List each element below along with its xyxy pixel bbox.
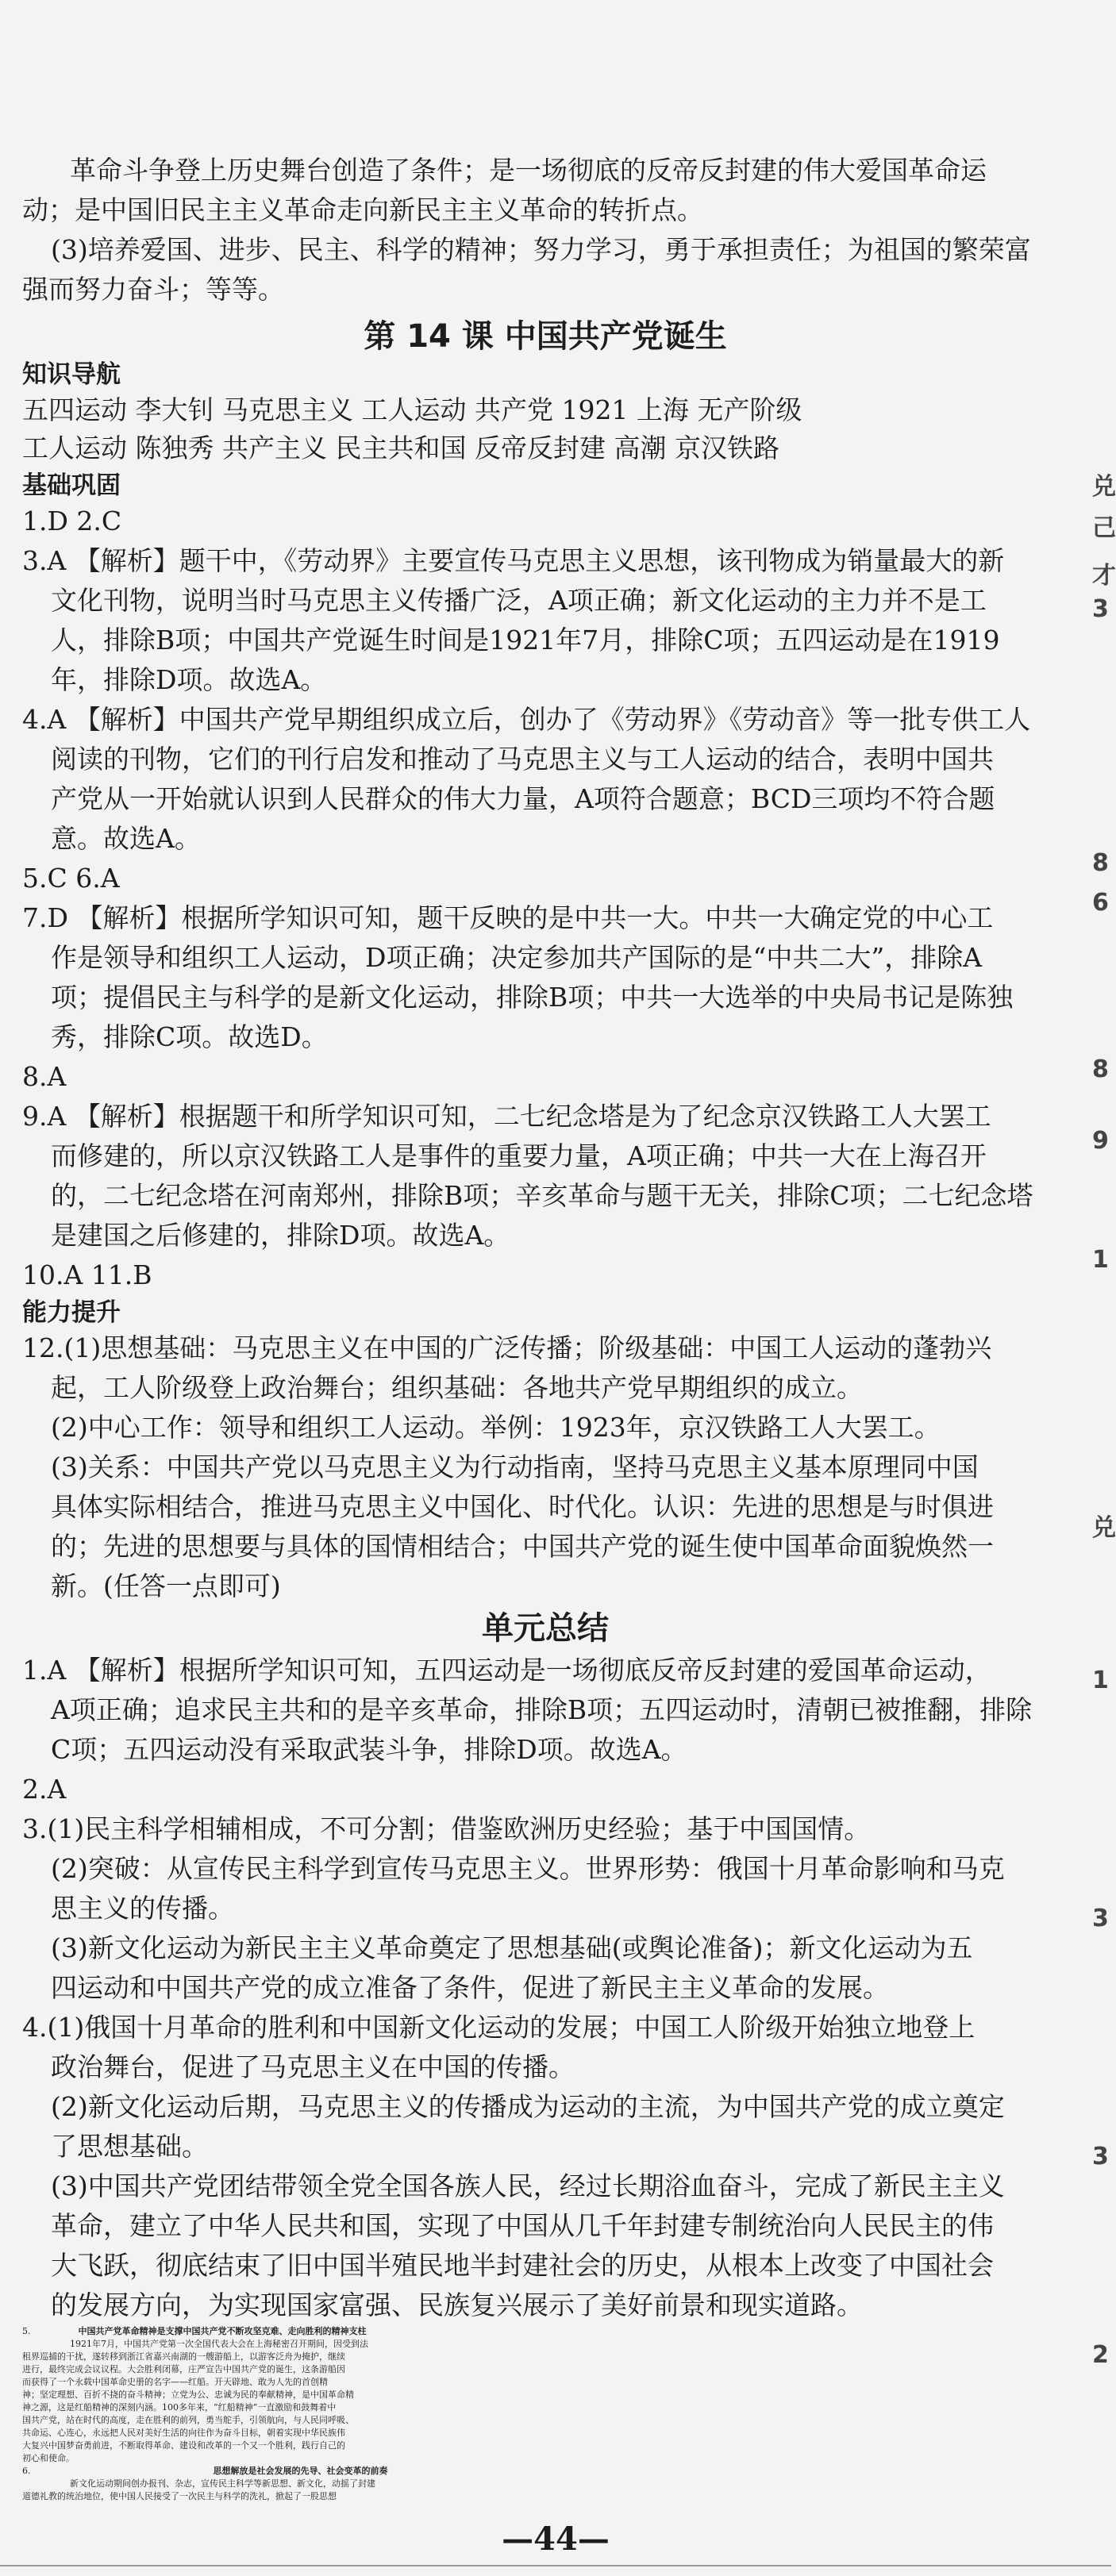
q5-line: 国共产党，站在时代的高度，走在胜利的前列，勇当舵手，引领航向，与人民同呼吸、 (22, 2415, 354, 2425)
basic-line: 年，排除D项。故选A。 (51, 664, 327, 695)
margin-fragment: 兑 (1092, 1514, 1116, 1542)
basic-line: 秀，排除C项。故选D。 (51, 1021, 328, 1052)
margin-fragment: 1 (1092, 1246, 1109, 1274)
margin-fragment: 兑 (1092, 473, 1116, 501)
essay-number: 5. (22, 2326, 31, 2336)
basic-line: 意。故选A。 (51, 823, 201, 854)
unit-line: 四运动和中国共产党的成立准备了条件，促进了新民主主义革命的发展。 (51, 1972, 889, 2003)
basic-line: 项；提倡民主与科学的是新文化运动，排除B项；中共一大选举的中央局书记是陈独 (51, 982, 1014, 1013)
essay-title: 思想解放是社会发展的先导、社会变革的前奏 (213, 2466, 388, 2476)
unit-line: 革命，建立了中华人民共和国，实现了中国从几千年封建专制统治向人民民主的伟 (51, 2210, 994, 2241)
intro-line: (3)培养爱国、进步、民主、科学的精神；努力学习，勇于承担责任；为祖国的繁荣富 (51, 234, 1031, 265)
ability-line: (3)关系：中国共产党以马克思主义为行动指南，坚持马克思主义基本原理同中国 (51, 1451, 979, 1482)
basic-line: 8.A (22, 1061, 67, 1092)
basic-line: 人，排除B项；中国共产党诞生时间是1921年7月，排除C项；五四运动是在1919 (51, 625, 1000, 656)
q5-line: 而获得了一个永载中国革命史册的名字——红船。开天辟地、敢为人先的首创精 (22, 2377, 328, 2387)
q5-line: 1921年7月，中国共产党第一次全国代表大会在上海秘密召开期间，因受到法 (70, 2339, 368, 2349)
unit-line: 大飞跃，彻底结束了旧中国半殖民地半封建社会的历史，从根本上改变了中国社会 (51, 2250, 994, 2281)
basic-line: 是建国之后修建的，排除D项。故选A。 (51, 1220, 510, 1251)
q5-line: 神；坚定理想、百折不挠的奋斗精神；立党为公、忠诚为民的奉献精神，是中国革命精 (22, 2390, 354, 2400)
ability-line: 的；先进的思想要与具体的国情相结合；中国共产党的诞生使中国革命面貌焕然一 (51, 1531, 994, 1562)
basic-line: 1.D 2.C (22, 506, 122, 536)
q5-line: 进行，最终完成会议议程。大会胜利闭幕，庄严宣告中国共产党的诞生，这条游船因 (22, 2364, 345, 2374)
knowledge-nav-line: 工人运动 陈独秀 共产主义 民主共和国 反帝反封建 高潮 京汉铁路 (22, 433, 779, 463)
basic-line: 而修建的，所以京汉铁路工人是事件的重要力量，A项正确；中共一大在上海召开 (51, 1140, 987, 1171)
essay-title: 中国共产党革命精神是支撑中国共产党不断攻坚克难、走向胜利的精神支柱 (78, 2326, 367, 2336)
essay-number: 6. (22, 2466, 31, 2476)
basic-line: 7.D 【解析】根据所学知识可知，题干反映的是中共一大。中共一大确定党的中心工 (22, 902, 994, 933)
q5-line: 初心和使命。 (22, 2453, 75, 2463)
unit-line: (3)新文化运动为新民主主义革命奠定了思想基础(或舆论准备)；新文化运动为五 (51, 1932, 973, 1963)
basic-line: 的，二七纪念塔在河南郑州，排除B项；辛亥革命与题干无关，排除C项；二七纪念塔 (51, 1180, 1033, 1211)
q6-title-row (22, 2465, 1068, 2478)
margin-fragment: 3 (1092, 2143, 1109, 2170)
ability-line: 起，工人阶级登上政治舞台；组织基础：各地共产党早期组织的成立。 (51, 1372, 863, 1403)
q5-line: 共命运、心连心，永远把人民对美好生活的向往作为奋斗目标，朝着实现中华民族伟 (22, 2428, 345, 2438)
basic-line: 5.C 6.A (22, 863, 120, 894)
basic-heading: 基础巩固 (22, 471, 121, 500)
q5-line: 租界巡捕的干扰，遂转移到浙江省嘉兴南湖的一艘游船上，以游客泛舟为掩护，继续 (22, 2351, 345, 2362)
knowledge-nav-heading: 知识导航 (22, 360, 121, 389)
unit-line: 1.A 【解析】根据所学知识可知，五四运动是一场彻底反帝反封建的爱国革命运动， (22, 1655, 991, 1686)
q5-line: 神之源，这是红船精神的深刻内涵。100多年来，“红船精神”一直激励和鼓舞着中 (22, 2402, 337, 2413)
basic-line: 产党从一开始就认识到人民群众的伟大力量，A项符合题意；BCD三项均不符合题 (51, 783, 995, 814)
margin-fragment: 己 (1092, 514, 1116, 542)
basic-line: 4.A 【解析】中国共产党早期组织成立后，创办了《劳动界》《劳动音》等一批专供工人 (22, 704, 1031, 735)
basic-line: 9.A 【解析】根据题干和所学知识可知，二七纪念塔是为了纪念京汉铁路工人大罢工 (22, 1101, 991, 1132)
unit-line: 了思想基础。 (51, 2131, 208, 2162)
unit-line: 的发展方向，为实现国家富强、民族复兴展示了美好前景和现实道路。 (51, 2290, 863, 2320)
q6-line: 新文化运动期间创办报刊、杂志，宣传民主科学等新思想、新文化，动摇了封建 (70, 2478, 375, 2489)
ability-line: 具体实际相结合，推进马克思主义中国化、时代化。认识：先进的思想是与时俱进 (51, 1491, 994, 1522)
basic-line: 3.A 【解析】题干中，《劳动界》主要宣传马克思主义思想，该刊物成为销量最大的新 (22, 545, 1005, 576)
unit-line: 3.(1)民主科学相辅相成，不可分割；借鉴欧洲历史经验；基于中国国情。 (22, 1813, 871, 1844)
margin-fragment: 9 (1092, 1127, 1109, 1155)
margin-fragment: 8 (1092, 849, 1109, 877)
ability-heading: 能力提升 (22, 1298, 121, 1327)
intro-line: 强而努力奋斗；等等。 (22, 274, 284, 305)
ability-line: 12.(1)思想基础：马克思主义在中国的广泛传播；阶级基础：中国工人运动的蓬勃兴 (22, 1332, 992, 1363)
unit-line: (2)突破：从宣传民主科学到宣传马克思主义。世界形势：俄国十月革命影响和马克 (51, 1853, 1005, 1884)
unit-line: 4.(1)俄国十月革命的胜利和中国新文化运动的发展；中国工人阶级开始独立地登上 (22, 2012, 976, 2043)
unit-line: 思主义的传播。 (51, 1893, 234, 1924)
lesson-title: 第 14 课 中国共产党诞生 (364, 318, 727, 355)
q5-line: 大复兴中国梦奋勇前进，不断取得革命、建设和改革的一个又一个胜利，践行自己的 (22, 2440, 345, 2451)
margin-fragment: 3 (1092, 1905, 1109, 1932)
unit-title: 单元总结 (482, 1610, 609, 1647)
margin-fragment: 8 (1092, 1055, 1109, 1083)
basic-line: 10.A 11.B (22, 1259, 152, 1290)
margin-fragment: 1 (1092, 1667, 1109, 1694)
unit-line: (3)中国共产党团结带领全党全国各族人民，经过长期浴血奋斗，完成了新民主主义 (51, 2170, 1005, 2201)
basic-line: 阅读的刊物，它们的刊行启发和推动了马克思主义与工人运动的结合，表明中国共 (51, 744, 994, 775)
margin-fragment: 才 (1092, 562, 1116, 590)
intro-line: 革命斗争登上历史舞台创造了条件；是一场彻底的反帝反封建的伟大爱国革命运 (70, 155, 987, 186)
ability-line: (2)中心工作：领导和组织工人运动。举例：1923年，京汉铁路工人大罢工。 (51, 1412, 941, 1443)
answer-page (22, 143, 1068, 2428)
unit-line: 2.A (22, 1774, 67, 1805)
unit-line: (2)新文化运动后期，马克思主义的传播成为运动的主流，为中国共产党的成立奠定 (51, 2091, 1005, 2122)
margin-fragment: 3 (1092, 595, 1109, 623)
basic-line: 作是领导和组织工人运动，D项正确；决定参加共产国际的是“中共二大”，排除A (51, 942, 983, 973)
knowledge-nav-line: 五四运动 李大钊 马克思主义 工人运动 共产党 1921 上海 无产阶级 (22, 394, 802, 425)
ability-line: 新。(任答一点即可) (51, 1571, 281, 1601)
basic-line: 文化刊物，说明当时马克思主义传播广泛，A项正确；新文化运动的主力并不是工 (51, 585, 987, 616)
q6-line: 道德礼教的统治地位，使中国人民接受了一次民主与科学的洗礼，掀起了一股思想 (22, 2491, 337, 2501)
unit-line: C项；五四运动没有采取武装斗争，排除D项。故选A。 (51, 1734, 687, 1765)
margin-fragment: 6 (1092, 889, 1109, 917)
margin-fragment: 2 (1092, 2341, 1109, 2369)
page-number: —44— (502, 2520, 610, 2558)
unit-line: A项正确；追求民主共和的是辛亥革命，排除B项；五四运动时，清朝已被推翻，排除 (51, 1694, 1033, 1725)
intro-line: 动；是中国旧民主主义革命走向新民主主义革命的转折点。 (22, 194, 703, 225)
unit-line: 政治舞台，促进了马克思主义在中国的传播。 (51, 2051, 575, 2082)
bottom-rule (0, 2565, 1111, 2566)
